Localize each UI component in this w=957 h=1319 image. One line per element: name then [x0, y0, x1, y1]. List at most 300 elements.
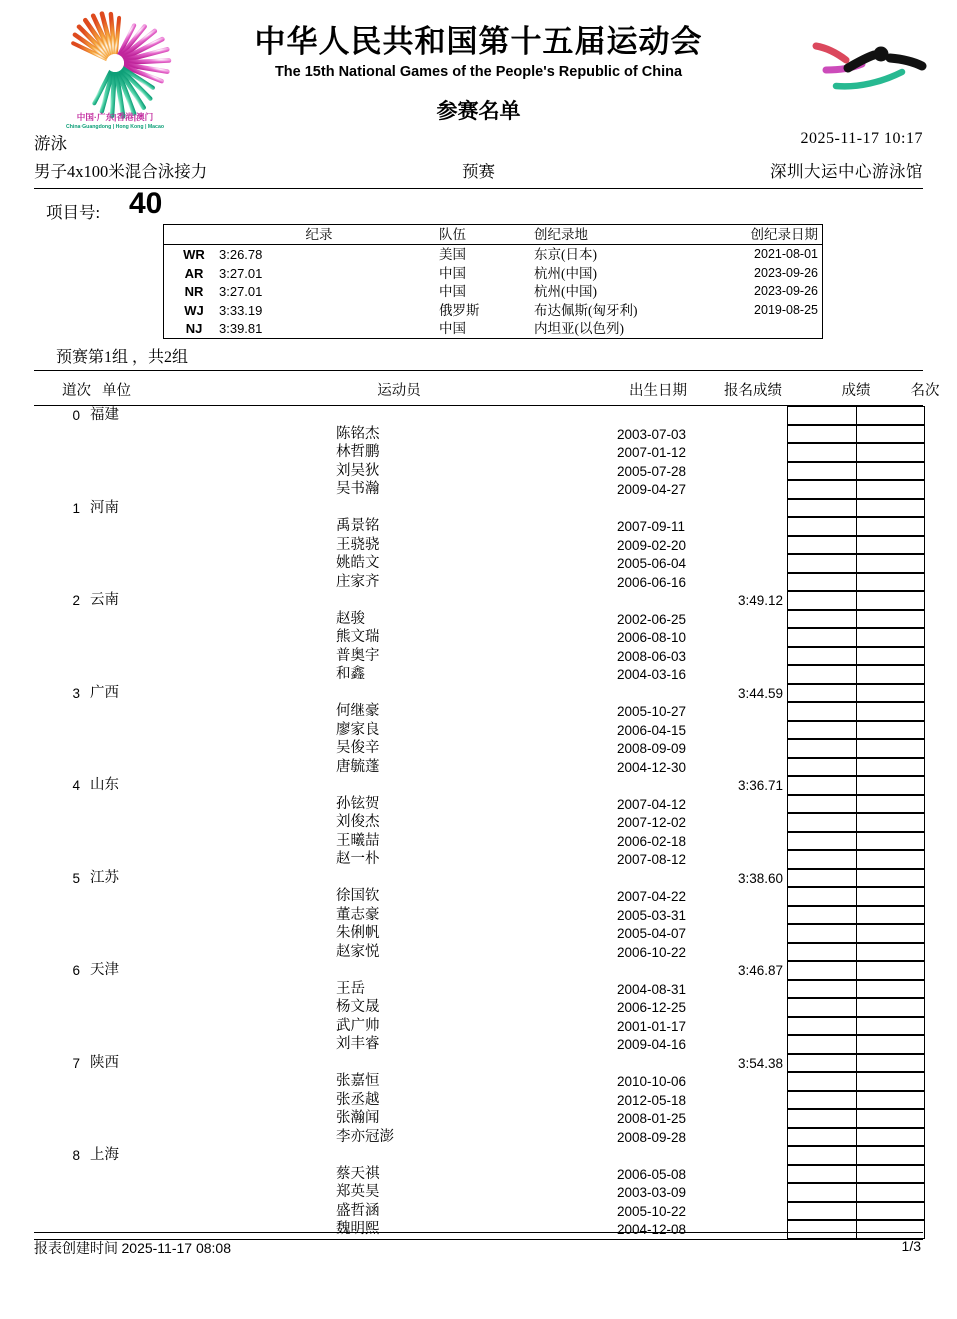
rank-entry-cell[interactable] — [856, 980, 925, 999]
records-cell-code: AR — [184, 265, 204, 281]
result-entry-cell[interactable] — [787, 425, 857, 444]
records-cell-time: 3:33.19 — [219, 302, 263, 318]
swimming-pictogram-icon — [806, 28, 946, 108]
result-entry-cell[interactable] — [787, 832, 857, 851]
records-cell-code: WJ — [184, 302, 204, 318]
rank-entry-cell[interactable] — [856, 869, 925, 888]
records-cell-code: WR — [183, 247, 205, 262]
col-athlete: 运动员 — [377, 383, 421, 399]
lane-number: 7 — [72, 1055, 80, 1071]
athlete-dob: 2005-04-07 — [617, 926, 687, 941]
rank-entry-cell[interactable] — [856, 665, 925, 684]
result-entry-row — [787, 573, 923, 592]
athlete-name: 熊文瑞 — [336, 629, 380, 645]
athlete-dob: 2003-03-09 — [617, 1185, 687, 1200]
athlete-dob: 2001-01-17 — [617, 1018, 687, 1034]
result-entry-cell[interactable] — [787, 1128, 857, 1147]
col-result: 成绩 — [841, 383, 871, 399]
rank-entry-cell[interactable] — [856, 517, 925, 536]
athlete-name: 郑英昊 — [336, 1184, 380, 1200]
result-entry-row — [787, 1054, 923, 1073]
athlete-name: 赵一朴 — [336, 851, 380, 867]
records-col-date: 创纪录日期 — [750, 227, 818, 242]
rank-entry-cell[interactable] — [856, 813, 925, 832]
athlete-name: 张嘉恒 — [336, 1073, 380, 1089]
result-entry-cell[interactable] — [787, 869, 857, 888]
rank-entry-cell[interactable] — [856, 480, 925, 499]
result-entry-cell[interactable] — [787, 758, 857, 777]
page-number: 1/3 — [901, 1238, 921, 1254]
athlete-dob: 2006-02-18 — [617, 833, 687, 849]
records-cell-place: 东京(日本) — [534, 247, 597, 262]
records-cell-place: 内坦亚(以色列) — [534, 321, 624, 336]
result-entry-row — [787, 1109, 923, 1128]
result-entry-cell[interactable] — [787, 980, 857, 999]
sport-name: 游泳 — [34, 134, 67, 153]
athlete-dob: 2009-04-27 — [617, 482, 687, 497]
result-entry-cell[interactable] — [787, 554, 857, 573]
result-entry-row — [787, 499, 923, 518]
lane-number: 4 — [72, 778, 80, 793]
event-number-block — [34, 189, 923, 223]
result-entry-row — [787, 684, 923, 703]
result-entry-row — [787, 1128, 923, 1147]
result-entry-row — [787, 776, 923, 795]
result-entry-grid — [787, 406, 923, 1239]
rank-entry-cell[interactable] — [856, 998, 925, 1017]
result-entry-cell[interactable] — [787, 628, 857, 647]
result-entry-row — [787, 869, 923, 888]
result-entry-row — [787, 425, 923, 444]
result-entry-row — [787, 1165, 923, 1184]
records-col-place: 创纪录地 — [534, 227, 588, 242]
result-entry-cell[interactable] — [787, 1165, 857, 1184]
athlete-name: 普奥宇 — [336, 647, 380, 664]
col-lane: 道次 — [62, 383, 91, 399]
team-unit: 江苏 — [90, 869, 119, 886]
athlete-name: 朱俐帆 — [336, 925, 380, 941]
rank-entry-cell[interactable] — [856, 1035, 925, 1054]
result-entry-row — [787, 1017, 923, 1036]
rank-entry-cell[interactable] — [856, 554, 925, 573]
records-cell-code: NR — [184, 284, 204, 299]
rank-entry-cell[interactable] — [856, 573, 925, 592]
athlete-name: 魏明熙 — [336, 1221, 380, 1237]
result-entry-row — [787, 406, 923, 425]
records-row — [164, 282, 822, 301]
rank-entry-cell[interactable] — [856, 776, 925, 795]
athlete-dob: 2006-08-10 — [617, 630, 687, 645]
page-title-cn: 中华人民共和国第十五届运动会 — [254, 24, 703, 59]
page-subtitle: 参赛名单 — [436, 99, 521, 123]
result-entry-cell[interactable] — [787, 406, 857, 425]
athlete-dob: 2009-02-20 — [617, 537, 687, 553]
rank-entry-cell[interactable] — [856, 795, 925, 814]
athlete-dob: 2007-04-12 — [617, 796, 687, 812]
athlete-name: 张瀚闻 — [336, 1110, 380, 1126]
page-footer — [34, 1232, 923, 1259]
rank-entry-cell[interactable] — [856, 591, 925, 610]
athlete-dob: 2007-01-12 — [617, 445, 687, 460]
result-entry-cell[interactable] — [787, 1054, 857, 1073]
result-entry-cell[interactable] — [787, 887, 857, 906]
emblem-host-en: China·Guangdong | Hong Kong | Macao — [66, 124, 164, 130]
athlete-name: 董志豪 — [336, 906, 380, 923]
athlete-name: 刘丰睿 — [336, 1036, 380, 1052]
result-entry-row — [787, 739, 923, 758]
athlete-dob: 2006-04-15 — [617, 722, 687, 738]
team-unit: 福建 — [90, 407, 119, 423]
athlete-dob: 2004-12-30 — [617, 759, 687, 775]
team-seed-time: 3:44.59 — [737, 685, 783, 701]
watermark — [0, 1285, 957, 1305]
athlete-name: 徐国钦 — [336, 888, 380, 904]
athlete-name: 廖家良 — [336, 721, 380, 738]
records-cell-code: NJ — [185, 321, 203, 336]
team-seed-time: 3:46.87 — [737, 963, 783, 978]
result-entry-cell[interactable] — [787, 721, 857, 740]
athlete-name: 杨文晟 — [336, 999, 380, 1015]
result-entry-cell[interactable] — [787, 1017, 857, 1036]
athlete-name: 陈铭杰 — [336, 425, 380, 442]
result-entry-cell[interactable] — [787, 795, 857, 814]
result-entry-row — [787, 443, 923, 462]
startlist-body — [34, 406, 923, 1239]
rank-entry-cell[interactable] — [856, 536, 925, 555]
athlete-name: 赵家悦 — [336, 943, 380, 960]
col-unit: 单位 — [102, 383, 131, 399]
athlete-dob: 2002-06-25 — [617, 611, 687, 627]
result-entry-row — [787, 721, 923, 740]
result-entry-cell[interactable] — [787, 610, 857, 629]
records-header-row — [164, 225, 822, 245]
rank-entry-cell[interactable] — [856, 1072, 925, 1091]
athlete-dob: 2005-07-28 — [617, 463, 687, 479]
athlete-name: 赵骏 — [336, 610, 365, 627]
result-entry-row — [787, 980, 923, 999]
result-entry-cell[interactable] — [787, 702, 857, 721]
col-dob: 出生日期 — [629, 383, 687, 399]
result-entry-cell[interactable] — [787, 647, 857, 666]
report-created-label: 报表创建时间 — [34, 1242, 118, 1257]
rank-entry-cell[interactable] — [856, 628, 925, 647]
rank-entry-cell[interactable] — [856, 943, 925, 962]
athlete-name: 李亦冠澎 — [336, 1128, 394, 1145]
records-cell-time: 3:39.81 — [219, 321, 263, 336]
result-entry-cell[interactable] — [787, 776, 857, 795]
event-number-label: 项目号: — [46, 203, 101, 222]
records-cell-date: 2023-09-26 — [754, 265, 818, 280]
athlete-name: 武广帅 — [336, 1017, 380, 1034]
rank-entry-cell[interactable] — [856, 924, 925, 943]
athlete-name: 禹景铭 — [336, 518, 380, 534]
athlete-name: 王骁骁 — [336, 536, 380, 553]
result-entry-row — [787, 554, 923, 573]
result-entry-cell[interactable] — [787, 906, 857, 925]
result-entry-cell[interactable] — [787, 1202, 857, 1221]
result-entry-cell[interactable] — [787, 850, 857, 869]
result-entry-cell[interactable] — [787, 1091, 857, 1110]
athlete-dob: 2007-12-02 — [617, 815, 687, 830]
athlete-name: 吴俊辛 — [336, 740, 380, 756]
rank-entry-cell[interactable] — [856, 1017, 925, 1036]
records-cell-team: 中国 — [439, 284, 466, 299]
result-entry-row — [787, 758, 923, 777]
result-entry-cell[interactable] — [787, 462, 857, 481]
athlete-name: 王岳 — [336, 980, 365, 997]
athlete-name: 林哲鹏 — [336, 444, 380, 460]
result-entry-cell[interactable] — [787, 813, 857, 832]
emblem-host-cn: 中国·广东|香港|澳门 — [76, 112, 154, 122]
result-entry-row — [787, 906, 923, 925]
athlete-dob: 2005-10-27 — [617, 704, 687, 719]
result-entry-cell[interactable] — [787, 998, 857, 1017]
team-unit: 山东 — [90, 777, 119, 793]
result-entry-row — [787, 1183, 923, 1202]
athlete-dob: 2006-10-22 — [617, 944, 687, 960]
result-entry-cell[interactable] — [787, 1146, 857, 1165]
result-entry-cell[interactable] — [787, 739, 857, 758]
result-entry-row — [787, 536, 923, 555]
meta-block — [34, 130, 923, 186]
lane-number: 5 — [72, 870, 80, 886]
result-entry-cell[interactable] — [787, 591, 857, 610]
meta-row-sport — [34, 130, 923, 158]
athlete-name: 张丞越 — [336, 1091, 380, 1108]
records-row — [164, 319, 822, 338]
result-entry-row — [787, 998, 923, 1017]
result-entry-row — [787, 647, 923, 666]
result-entry-row — [787, 610, 923, 629]
rank-entry-cell[interactable] — [856, 443, 925, 462]
records-table — [163, 224, 823, 339]
team-seed-time: 3:38.60 — [737, 870, 783, 886]
rank-entry-cell[interactable] — [856, 1183, 925, 1202]
athlete-dob: 2007-04-22 — [617, 889, 687, 904]
records-cell-time: 3:27.01 — [219, 284, 263, 299]
team-unit: 云南 — [90, 592, 119, 608]
rank-entry-cell[interactable] — [856, 1146, 925, 1165]
records-row — [164, 245, 822, 264]
page-header — [0, 0, 957, 130]
records-cell-team: 中国 — [439, 321, 466, 336]
result-entry-cell[interactable] — [787, 924, 857, 943]
result-entry-cell[interactable] — [787, 665, 857, 684]
result-entry-cell[interactable] — [787, 684, 857, 703]
result-entry-row — [787, 887, 923, 906]
result-entry-row — [787, 480, 923, 499]
team-seed-time: 3:54.38 — [737, 1055, 783, 1071]
records-cell-time: 3:26.78 — [219, 247, 263, 262]
athlete-dob: 2008-06-03 — [617, 648, 687, 664]
result-entry-row — [787, 702, 923, 721]
rank-entry-cell[interactable] — [856, 721, 925, 740]
rank-entry-cell[interactable] — [856, 610, 925, 629]
page-title-en: The 15th National Games of the People's Republic of China — [274, 64, 683, 80]
athlete-dob: 2006-05-08 — [617, 1166, 687, 1182]
col-seed: 报名成绩 — [724, 383, 782, 399]
rank-entry-cell[interactable] — [856, 906, 925, 925]
athlete-dob: 2004-08-31 — [617, 981, 687, 997]
result-entry-cell[interactable] — [787, 961, 857, 980]
team-unit: 上海 — [90, 1147, 119, 1163]
records-cell-place: 布达佩斯(匈牙利) — [534, 302, 638, 318]
session-datetime: 2025-11-17 10:17 — [800, 130, 923, 147]
col-rank: 名次 — [910, 383, 940, 399]
rank-entry-cell[interactable] — [856, 758, 925, 777]
result-entry-cell[interactable] — [787, 573, 857, 592]
team-unit: 广西 — [90, 684, 119, 701]
records-row — [164, 301, 822, 320]
athlete-dob: 2005-06-04 — [617, 556, 687, 571]
result-entry-row — [787, 1072, 923, 1091]
result-entry-cell[interactable] — [787, 536, 857, 555]
result-entry-row — [787, 628, 923, 647]
result-entry-row — [787, 943, 923, 962]
report-created-time: 2025-11-17 08:08 — [121, 1240, 231, 1256]
lane-number: 6 — [72, 963, 80, 978]
team-seed-time: 3:49.12 — [737, 593, 783, 608]
lane-number: 0 — [72, 408, 80, 423]
athlete-dob: 2006-12-25 — [617, 1000, 687, 1015]
rank-entry-cell[interactable] — [856, 887, 925, 906]
athlete-dob: 2007-09-11 — [617, 519, 686, 534]
records-row — [164, 264, 822, 283]
records-cell-team: 俄罗斯 — [439, 302, 480, 318]
athlete-dob: 2005-10-22 — [617, 1203, 687, 1219]
athlete-name: 刘吴狄 — [336, 462, 380, 479]
rank-entry-cell[interactable] — [856, 702, 925, 721]
startlist-table — [34, 370, 940, 1240]
rank-entry-cell[interactable] — [856, 406, 925, 425]
result-entry-row — [787, 517, 923, 536]
athlete-dob: 2008-09-09 — [617, 741, 687, 756]
event-name: 男子4x100米混合泳接力 — [34, 162, 208, 181]
rank-entry-cell[interactable] — [856, 462, 925, 481]
athlete-dob: 2005-03-31 — [617, 907, 687, 923]
result-entry-row — [787, 795, 923, 814]
meta-row-event — [34, 158, 923, 186]
records-cell-date: 2021-08-01 — [754, 247, 818, 261]
records-cell-date: 2019-08-25 — [754, 302, 818, 317]
result-entry-row — [787, 832, 923, 851]
team-seed-time: 3:36.71 — [737, 778, 783, 793]
result-entry-row — [787, 1091, 923, 1110]
rank-entry-cell[interactable] — [856, 1128, 925, 1147]
athlete-name: 庄家齐 — [336, 573, 380, 590]
report-created — [34, 1238, 231, 1258]
result-entry-row — [787, 924, 923, 943]
rank-entry-cell[interactable] — [856, 684, 925, 703]
athlete-name: 姚皓文 — [336, 555, 380, 571]
athlete-name: 吴书瀚 — [336, 481, 380, 497]
result-entry-row — [787, 591, 923, 610]
records-cell-date: 2023-09-26 — [754, 284, 818, 298]
athlete-name: 王曦喆 — [336, 832, 380, 849]
heat-label: 预赛第1组 ，共2组 — [56, 349, 189, 366]
result-entry-cell[interactable] — [787, 480, 857, 499]
athlete-dob: 2004-12-08 — [617, 1222, 687, 1237]
athlete-dob: 2003-07-03 — [617, 426, 687, 442]
result-entry-cell[interactable] — [787, 943, 857, 962]
team-unit: 天津 — [90, 962, 119, 978]
lane-number: 8 — [72, 1148, 80, 1163]
athlete-name: 刘俊杰 — [336, 814, 380, 830]
rank-entry-cell[interactable] — [856, 850, 925, 869]
result-entry-cell[interactable] — [787, 1183, 857, 1202]
athlete-dob: 2008-09-28 — [617, 1129, 687, 1145]
event-number-value: 40 — [129, 187, 163, 220]
rank-entry-cell[interactable] — [856, 1202, 925, 1221]
athlete-dob: 2012-05-18 — [617, 1092, 687, 1108]
rank-entry-cell[interactable] — [856, 832, 925, 851]
athlete-dob: 2006-06-16 — [617, 574, 687, 590]
result-entry-row — [787, 1202, 923, 1221]
result-entry-cell[interactable] — [787, 517, 857, 536]
athlete-name: 唐毓蓬 — [336, 758, 380, 775]
athlete-dob: 2004-03-16 — [617, 667, 687, 682]
result-entry-row — [787, 1035, 923, 1054]
records-cell-place: 杭州(中国) — [534, 284, 597, 299]
rank-entry-cell[interactable] — [856, 739, 925, 758]
athlete-name: 何继豪 — [336, 703, 380, 719]
athlete-name: 蔡天祺 — [336, 1165, 380, 1182]
athlete-dob: 2007-08-12 — [617, 852, 687, 867]
lane-number: 3 — [72, 685, 80, 701]
result-entry-cell[interactable] — [787, 1072, 857, 1091]
venue-name: 深圳大运中心游泳馆 — [770, 162, 923, 181]
records-col-record: 纪录 — [305, 227, 333, 242]
rank-entry-cell[interactable] — [856, 425, 925, 444]
athlete-dob: 2009-04-16 — [617, 1037, 687, 1052]
result-entry-cell[interactable] — [787, 1109, 857, 1128]
team-unit: 陕西 — [90, 1054, 119, 1071]
athlete-name: 孙铉贺 — [336, 795, 380, 812]
records-cell-time: 3:27.01 — [219, 265, 263, 281]
result-entry-row — [787, 462, 923, 481]
athlete-name: 盛哲涵 — [336, 1202, 380, 1219]
result-entry-row — [787, 813, 923, 832]
athlete-dob: 2010-10-06 — [617, 1074, 687, 1089]
athlete-name: 和鑫 — [336, 666, 365, 682]
records-cell-team: 美国 — [439, 247, 466, 262]
result-entry-cell[interactable] — [787, 1035, 857, 1054]
rank-entry-cell[interactable] — [856, 647, 925, 666]
records-col-team: 队伍 — [439, 227, 466, 242]
records-cell-team: 中国 — [439, 265, 466, 281]
rank-entry-cell[interactable] — [856, 499, 925, 518]
records-cell-place: 杭州(中国) — [534, 265, 597, 281]
lane-number: 1 — [72, 500, 80, 516]
rank-entry-cell[interactable] — [856, 1165, 925, 1184]
rank-entry-cell[interactable] — [856, 961, 925, 980]
startlist-header-row — [34, 370, 940, 406]
result-entry-row — [787, 961, 923, 980]
result-entry-row — [787, 665, 923, 684]
rank-entry-cell[interactable] — [856, 1109, 925, 1128]
records-body — [164, 245, 822, 338]
result-entry-cell[interactable] — [787, 443, 857, 462]
team-unit: 河南 — [90, 499, 119, 516]
round-name: 预赛 — [462, 162, 495, 181]
result-entry-row — [787, 850, 923, 869]
rank-entry-cell[interactable] — [856, 1091, 925, 1110]
result-entry-row — [787, 1146, 923, 1165]
lane-number: 2 — [72, 593, 80, 608]
athlete-dob: 2008-01-25 — [617, 1111, 687, 1126]
result-entry-cell[interactable] — [787, 499, 857, 518]
rank-entry-cell[interactable] — [856, 1054, 925, 1073]
